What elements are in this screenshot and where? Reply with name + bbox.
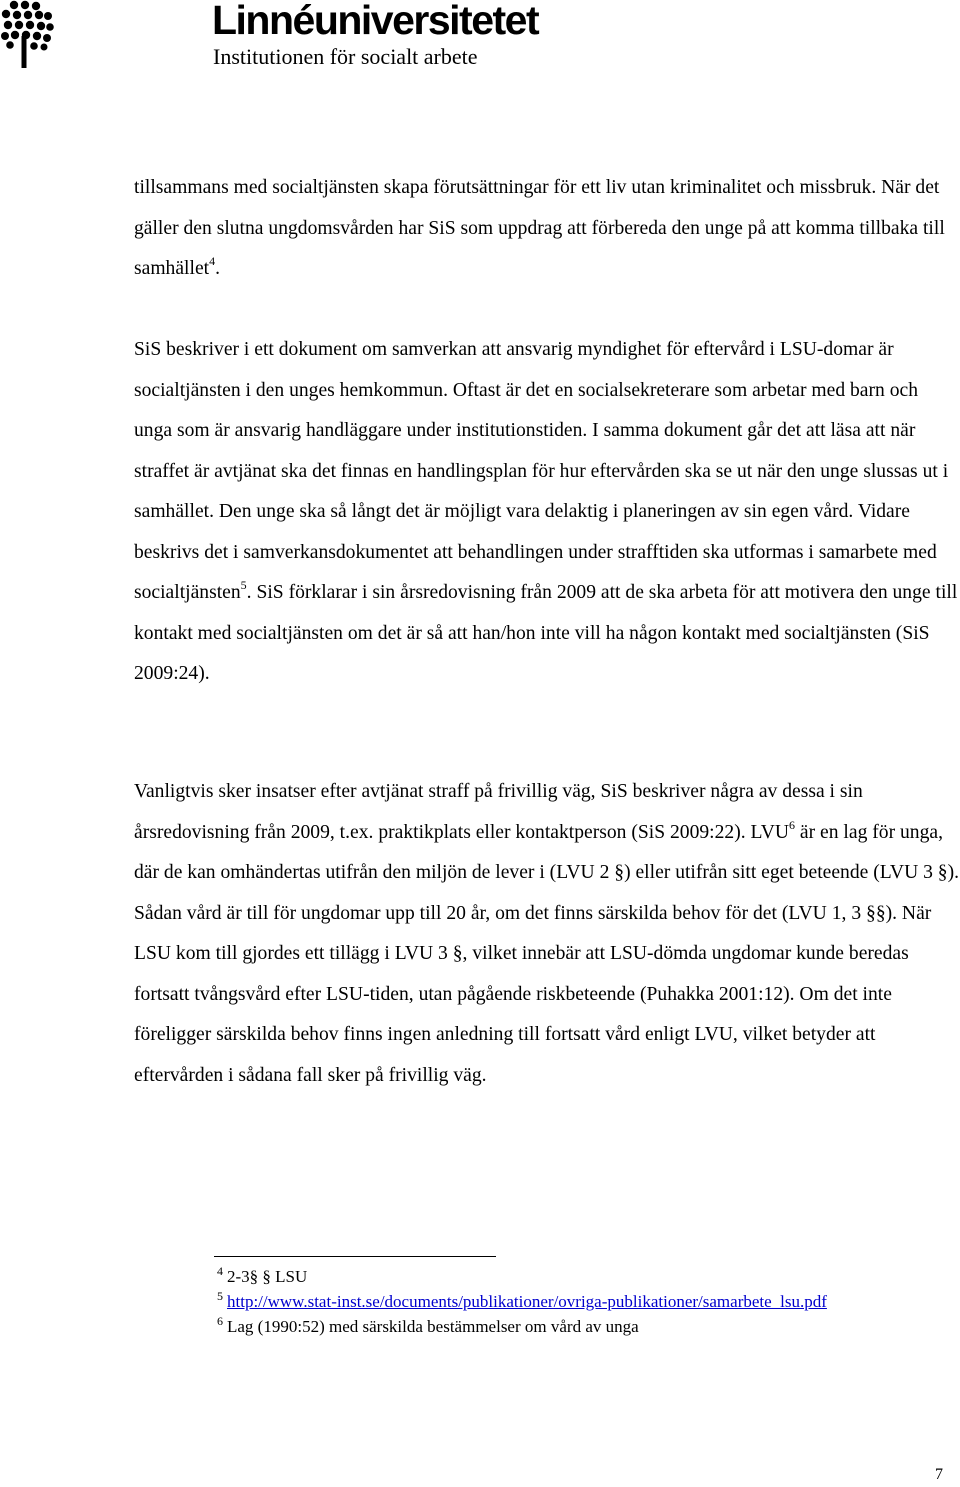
footnote-ref-6: 6 — [789, 817, 796, 832]
paragraph-text: är en lag för unga, där de kan omhändertas utifrån den miljön de lever i (LVU 2 §) eller utifrån sitt eget beteende (LVU 3 §). Sådan vård är till för ungdomar upp till 20 år, om det finns särskilda behov för det (LVU 1, 3 §§). När LSU kom till gjordes ett tillägg i LVU 3 §, vilket innebär att LSU-dömda ungdomar kunde beredas fortsatt tvångsvård efter LSU-tiden, utan pågående riskbeteende (Puhakka 2001:12). Om det inte föreligger särskilda behov finns ingen anledning till fortsatt vård enligt LVU, vilket betyder att eftervården i sådana fall sker på frivillig väg. — [134, 821, 960, 1086]
footnote-ref-4: 4 — [209, 254, 216, 268]
logo-subtitle: Institutionen för socialt arbete — [213, 44, 478, 69]
footnote-ref-5: 5 — [240, 578, 247, 592]
paragraph-text: . SiS förklarar i sin årsredovisning från 2009 att de ska arbeta för att motivera den unge till kontakt med socialtjänsten om det är så att han/hon inte vill ha någon kontakt med socialtjänsten (SiS 2009:24). — [134, 582, 958, 684]
footnote-5 — [217, 1289, 827, 1314]
body-paragraph-2 — [134, 330, 960, 695]
paragraph-text: . — [215, 258, 220, 279]
paragraph-text: Vanligtvis sker insatser efter avtjänat straff på frivillig väg, SiS beskriver några av dessa i sin årsredovisning från 2009, t.ex. praktikplats eller kontaktperson (SiS 2009:22). LVU — [134, 781, 863, 843]
footnote-separator — [214, 1256, 496, 1257]
page-header — [0, 0, 960, 80]
page-number: 7 — [935, 1466, 943, 1483]
footnote-text: 2-3§ § LSU — [227, 1267, 308, 1286]
footnote-text: Lag (1990:52) med särskilda bestämmelser om vård av unga — [227, 1317, 639, 1336]
footnote-number: 6 — [217, 1314, 223, 1328]
footnote-4 — [217, 1264, 827, 1289]
footnote-number: 4 — [217, 1264, 223, 1278]
footnote-link[interactable]: http://www.stat-inst.se/documents/publikationer/ovriga-publikationer/samarbete_lsu.pdf — [227, 1292, 827, 1311]
paragraph-text: SiS beskriver i ett dokument om samverkan att ansvarig myndighet för eftervård i LSU-domar är socialtjänsten i den unges hemkommun. Oftast är det en socialsekreterare som arbetar med barn och unga som är ansvarig handläggare under institutionstiden. I samma dokument går det att läsa att när straffet är avtjänat ska det finnas en handlingsplan för hur eftervården ska se ut när den unge slussas ut i samhället. Den unge ska så långt det är möjligt vara delaktig i planeringen av sin egen vård. Vidare beskrivs det i samverkansdokumentet att behandlingen under strafftiden ska utformas i samarbete med socialtjänsten — [134, 339, 949, 603]
footnotes — [217, 1264, 827, 1339]
paragraph-text: tillsammans med socialtjänsten skapa förutsättningar för ett liv utan kriminalitet och missbruk. När det gäller den slutna ungdomsvården har SiS som uppdrag att förbereda den unge på att komma tillbaka till samhället — [134, 177, 945, 279]
footnote-6 — [217, 1314, 827, 1339]
footnote-number: 5 — [217, 1289, 223, 1303]
logo-wordmark: Linnéuniversitetet — [212, 0, 539, 43]
body-paragraph-1 — [134, 168, 960, 290]
tree-logo-icon — [0, 0, 56, 70]
body-paragraph-3 — [134, 772, 960, 1096]
